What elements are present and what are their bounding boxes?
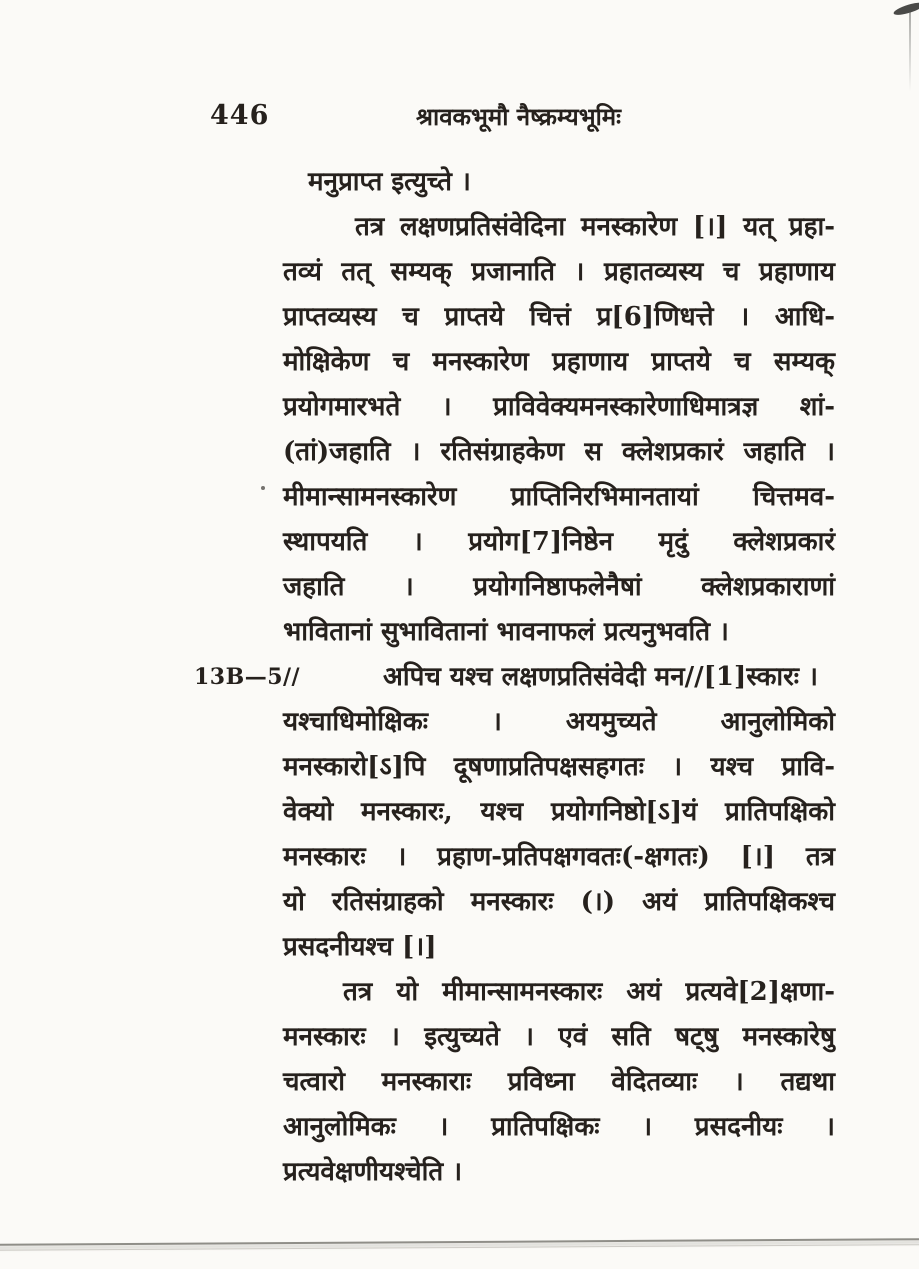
text-line [283, 565, 835, 610]
text-block [194, 160, 835, 1195]
text-line [283, 745, 835, 790]
line-text: मीमान्सामनस्कारेण प्राप्तिनिरभिमानतायां चित्तमव- [283, 482, 835, 512]
text-line [283, 700, 835, 745]
line-text: तत्र लक्षणप्रतिसंवेदिना मनस्कारेण [।] यत् प्रहा- [355, 212, 835, 242]
running-title: श्रावकभूमौ नैष्क्रम्यभूमिः [416, 102, 621, 131]
line-text: (तां)जहाति । रतिसंग्राहकेण स क्लेशप्रकारं जहाति । [283, 437, 835, 467]
line-text: प्रयोगमारभते । प्राविवेक्यमनस्कारेणाधिमात्रज्ञ शां- [283, 392, 835, 422]
line-text: मनुप्राप्त इत्युच्ते । [308, 167, 471, 197]
line-text: भावितानां सुभावितानां भावनाफलं प्रत्यनुभवति । [283, 617, 729, 647]
line-text: आनुलोमिकः । प्रातिपक्षिकः । प्रसदनीयः । [283, 1112, 835, 1142]
text-line [194, 655, 835, 700]
text-line [283, 1105, 835, 1150]
margin-note: 13B—5// [194, 664, 301, 690]
text-line [283, 295, 835, 340]
text-line [283, 160, 835, 205]
scan-artifact-corner-smudge [892, 1, 919, 17]
text-line [283, 970, 835, 1015]
line-text: तव्यं तत् सम्यक् प्रजानाति । प्रहातव्यस्य च प्रहाणाय [283, 257, 835, 287]
line-text: मनस्कारः । इत्युच्यते । एवं सति षट्षु मनस्कारेषु [283, 1022, 835, 1052]
line-text: प्रत्यवेक्षणीयश्चेति । [283, 1157, 463, 1187]
text-line [283, 1150, 835, 1195]
text-line [283, 340, 835, 385]
page-number: 446 [210, 100, 270, 131]
line-text: यो रतिसंग्राहको मनस्कारः (।) अयं प्रातिपक्षिकश्च [283, 887, 835, 917]
text-line [283, 610, 835, 655]
text-line [283, 430, 835, 475]
line-text: जहाति । प्रयोगनिष्ठाफलेनैषां क्लेशप्रकाराणां [283, 572, 835, 602]
text-line [283, 925, 835, 970]
text-line [283, 1015, 835, 1060]
line-text: मोक्षिकेण च मनस्कारेण प्रहाणाय प्राप्तये च सम्यक् [283, 347, 835, 377]
text-line [283, 1060, 835, 1105]
text-line [283, 790, 835, 835]
text-line [283, 385, 835, 430]
line-text: अपिच यश्च लक्षणप्रतिसंवेदी मन//[1]स्कारः । [383, 662, 818, 692]
text-line [283, 520, 835, 565]
line-text: स्थापयति । प्रयोग[7]निष्ठेन मृदुं क्लेशप्रकारं [283, 527, 835, 557]
text-line [283, 475, 835, 520]
line-text: मनस्कारो[ऽ]पि दूषणाप्रतिपक्षसहगतः । यश्च प्रावि- [283, 752, 835, 782]
text-line [283, 250, 835, 295]
line-text: प्रसदनीयश्च [।] [283, 932, 437, 962]
line-text: प्राप्तव्यस्य च प्राप्तये चित्तं प्र[6]णिधत्ते । आधि- [283, 302, 835, 332]
text-line [283, 880, 835, 925]
line-text: मनस्कारः । प्रहाण-प्रतिपक्षगवतः(-क्षगतः) [।] तत्र [283, 842, 835, 872]
scan-artifact-bottom-line-2 [0, 1244, 919, 1251]
scan-artifact-dot [261, 486, 265, 490]
line-text: चत्वारो मनस्काराः प्रविध्ना वेदितव्याः । तद्यथा [283, 1067, 835, 1097]
line-text: वेक्यो मनस्कारः, यश्च प्रयोगनिष्ठो[ऽ]यं प्रातिपक्षिको [283, 797, 835, 827]
scan-artifact-corner-streak [909, 12, 911, 92]
text-line [283, 835, 835, 880]
line-text: तत्र यो मीमान्सामनस्कारः अयं प्रत्यवे[2]क्षणा- [343, 977, 835, 1007]
line-text: यश्चाधिमोक्षिकः । अयमुच्यते आनुलोमिको [283, 707, 835, 737]
text-line [283, 205, 835, 250]
